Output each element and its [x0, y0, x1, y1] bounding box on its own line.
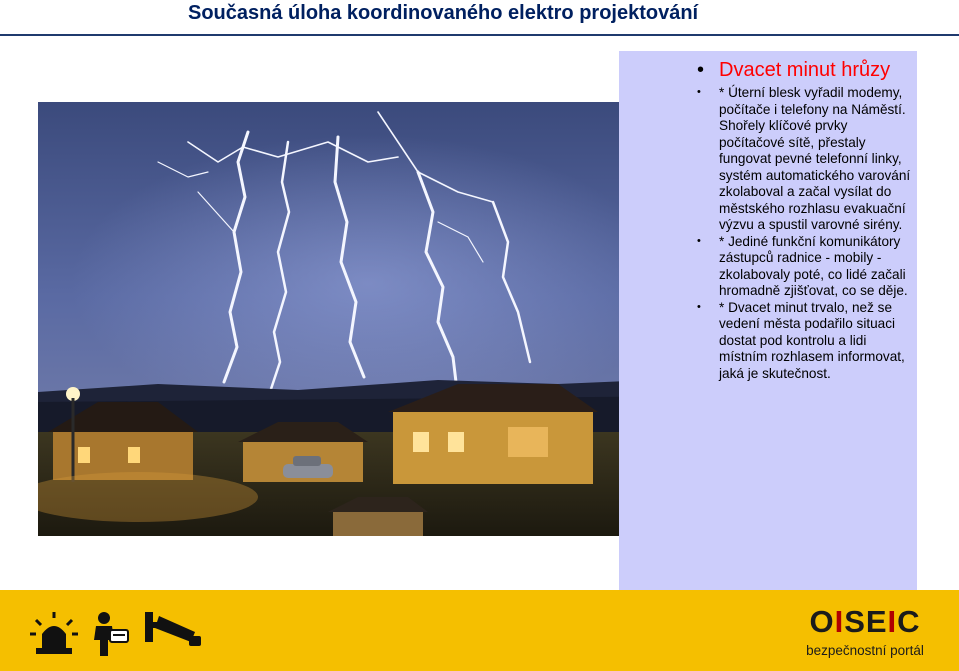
- bullet-item: • * Úterní blesk vyřadil modemy, počítače i telefony na Náměstí. Shořely klíčové prvky počítačové sítě, přestaly fungovat pevné telefonní linky, systém automatického varování zkolaboval a začal vysílat do městského rozhlasu evakuační výzvu a spustil varovné sirény.: [697, 85, 912, 234]
- bullet-list: [697, 58, 912, 382]
- alarm-beacon-icon: [30, 610, 78, 656]
- bullet-item: • * Dvacet minut trvalo, než se vedení města podařilo situaci dostat pod kontrolu a lidi místním rozhlasem informovat, jaká je skutečnost.: [697, 300, 912, 383]
- bullet-item: • * Jediné funkční komunikátory zástupců radnice - mobily - zkolabovaly poté, co lidé začali hromadně zjišťovat, co se děje.: [697, 234, 912, 300]
- person-with-card-icon: [90, 610, 130, 656]
- slide-title: Současná úloha koordinovaného elektro projektování: [188, 2, 699, 24]
- security-camera-icon: [143, 610, 205, 656]
- lightning-photo: [38, 102, 698, 536]
- logo-mark: OISEIC: [809, 604, 921, 639]
- logo-tagline: bezpečnostní portál: [806, 643, 924, 658]
- footer-bar: [0, 590, 959, 671]
- footer-icons: [30, 610, 213, 654]
- orsec-logo: [785, 606, 945, 660]
- panel-heading: • Dvacet minut hrůzy: [697, 58, 912, 82]
- title-divider: [0, 34, 959, 36]
